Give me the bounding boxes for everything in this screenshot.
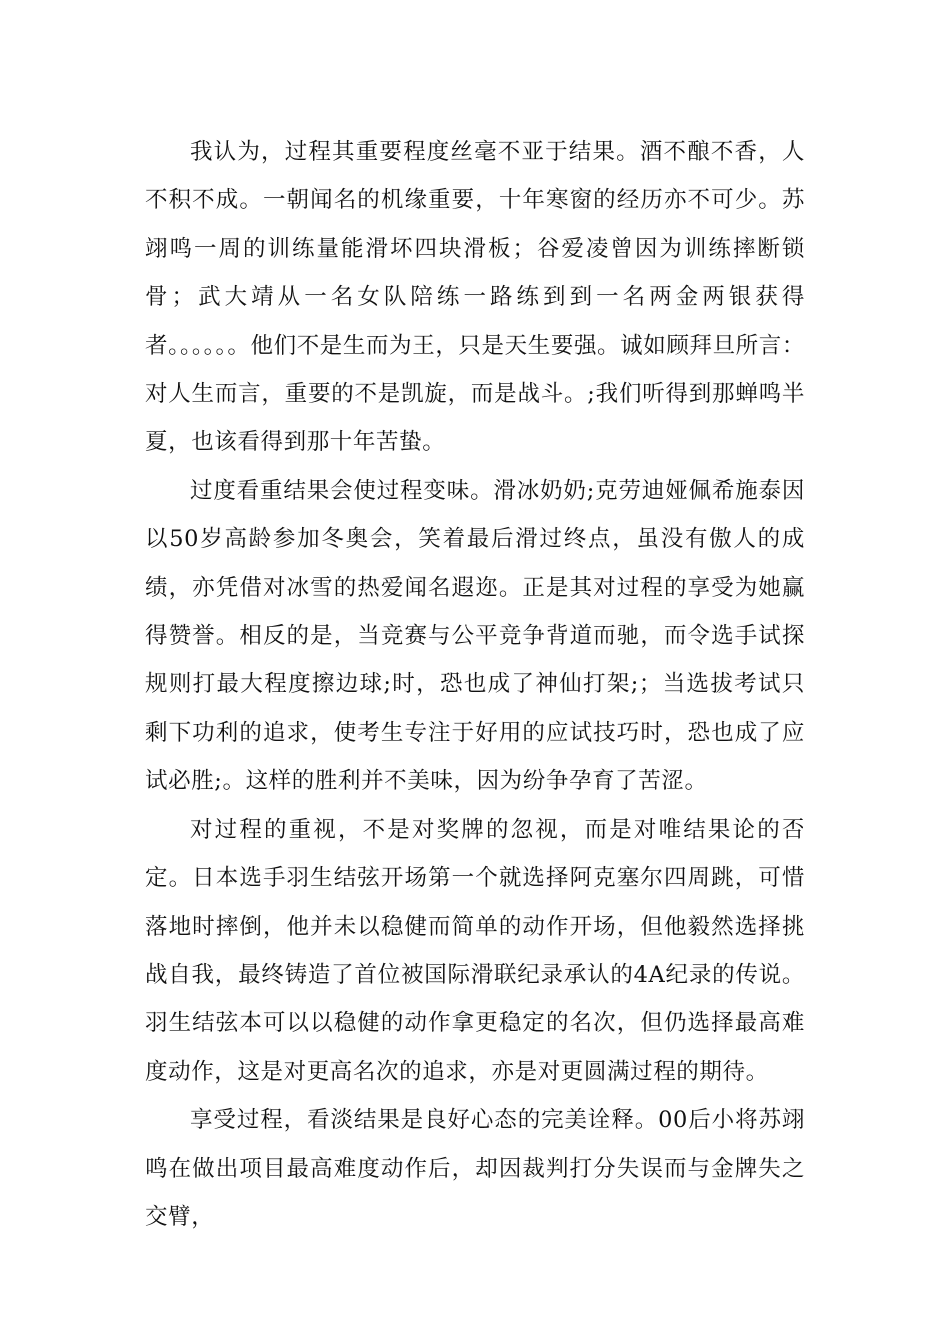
paragraph-process-importance: 我认为，过程其重要程度丝毫不亚于结果。酒不酿不香，人不积不成。一朝闻名的机缘重要，十年寒窗的经历亦不可少。苏翊鸣一周的训练量能滑坏四块滑板；谷爱凌曾因为训练摔断锁骨；武大靖从一名女队陪练一路练到到一名两金两银获得者。。。。。。他们不是生而为王，只是天生要强。诚如顾拜旦所言：对人生而言，重要的不是凯旋，而是战斗。;我们听得到那蝉鸣半夏，也该看得到那十年苦蛰。 (145, 139, 805, 456)
essay-body (145, 128, 805, 1241)
paragraph-hanyu-example: 对过程的重视，不是对奖牌的忽视，而是对唯结果论的否定。日本选手羽生结弦开场第一个就选择阿克塞尔四周跳，可惜落地时摔倒，他并未以稳健而简单的动作开场，但他毅然选择挑战自我，最终铸造了首位被国际滑联纪录承认的4A纪录的传说。羽生结弦本可以以稳健的动作拿更稳定的名次，但仍选择最高难度动作，这是对更高名次的追求，亦是对更圆满过程的期待。 (145, 816, 805, 1085)
paragraph-result-overemphasis: 过度看重结果会使过程变味。滑冰奶奶;克劳迪娅佩希施泰因以50岁高龄参加冬奥会，笑着最后滑过终点，虽没有傲人的成绩，亦凭借对冰雪的热爱闻名遐迩。正是其对过程的享受为她赢得赞誉。相反的是，当竞赛与公平竞争背道而驰，而令选手试探规则打最大程度擦边球;时，恐也成了神仙打架;；当选拔考试只剩下功利的追求，使考生专注于好用的应试技巧时，恐也成了应试必胜;。这样的胜利并不美味，因为纷争孕育了苦涩。 (145, 477, 805, 795)
paragraph-enjoy-process: 享受过程，看淡结果是良好心态的完美诠释。00后小将苏翊鸣在做出项目最高难度动作后，却因裁判打分失误而与金牌失之交臂， (145, 1107, 805, 1230)
